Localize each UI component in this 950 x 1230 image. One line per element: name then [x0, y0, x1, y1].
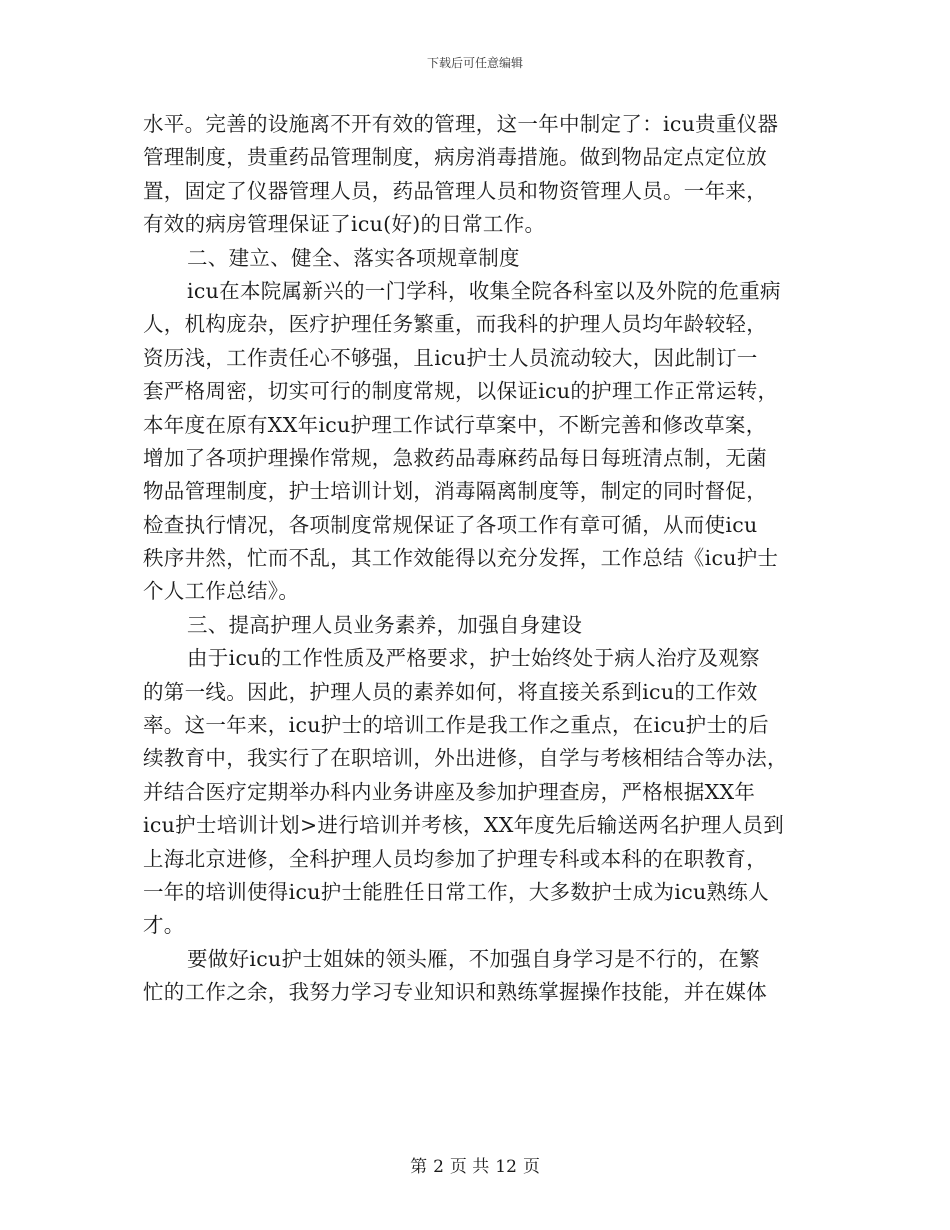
text-line: 水平。完善的设施离不开有效的管理，这一年中制定了：icu贵重仪器 — [143, 112, 779, 136]
text-line: 一年的培训使得icu护士能胜任日常工作，大多数护士成为icu熟练人 — [143, 879, 769, 904]
text-line: 秩序井然，忙而不乱，其工作效能得以充分发挥，工作总结《icu护士 — [143, 546, 779, 571]
page-total: 12 — [495, 1157, 517, 1177]
text-line: icu护士培训计划>进行培训并考核，XX年度先后输送两名护理人员到 — [143, 813, 785, 838]
text-line: 忙的工作之余，我努力学习专业知识和熟练掌握操作技能，并在媒体 — [143, 980, 767, 1005]
text-line: 的第一线。因此，护理人员的素养如何，将直接关系到icu的工作效 — [143, 679, 758, 704]
page-number-suffix: 页 — [522, 1157, 540, 1177]
document-body — [143, 108, 815, 1010]
text-line: 套严格周密，切实可行的制度常规，以保证icu的护理工作正常运转， — [143, 379, 779, 404]
download-edit-note: 下载后可任意编辑 — [426, 56, 523, 70]
text-line: 检查执行情况，各项制度常规保证了各项工作有章可循，从而使icu — [143, 512, 758, 537]
text-line: 资历浅，工作责任心不够强，且icu护士人员流动较大，因此制订一 — [143, 345, 758, 370]
page-header — [0, 54, 950, 71]
section-heading-2: 二、建立、健全、落实各项规章制度 — [187, 245, 520, 270]
text-line: 个人工作总结》。 — [143, 579, 300, 604]
text-line: 才。 — [143, 913, 185, 938]
page-number: 2 — [433, 1157, 444, 1177]
text-line: 置，固定了仪器管理人员，药品管理人员和物资管理人员。一年来， — [143, 178, 767, 203]
text-line: 人，机构庞杂，医疗护理任务繁重，而我科的护理人员均年龄较轻， — [143, 312, 767, 337]
page-footer — [0, 1152, 950, 1177]
text-line: 要做好icu护士姐妹的领头雁，不加强自身学习是不行的，在繁 — [187, 946, 760, 971]
text-line: 有效的病房管理保证了icu(好)的日常工作。 — [143, 212, 546, 237]
text-line: 并结合医疗定期举办科内业务讲座及参加护理查房，严格根据XX年 — [143, 779, 756, 804]
page-number-prefix: 第 — [410, 1157, 428, 1177]
text-line: icu在本院属新兴的一门学科，收集全院各科室以及外院的危重病 — [187, 278, 781, 303]
text-line: 由于icu的工作性质及严格要求，护士始终处于病人治疗及观察 — [187, 646, 760, 671]
text-line: 管理制度，贵重药品管理制度，病房消毒措施。做到物品定点定位放 — [143, 145, 767, 170]
page-number-middle: 页 共 — [449, 1157, 490, 1177]
section-heading-3: 三、提高护理人员业务素养，加强自身建设 — [187, 612, 583, 637]
text-line: 续教育中，我实行了在职培训，外出进修，自学与考核相结合等办法， — [143, 746, 788, 771]
text-line: 上海北京进修，全科护理人员均参加了护理专科或本科的在职教育， — [143, 846, 767, 871]
text-line: 本年度在原有XX年icu护理工作试行草案中，不断完善和修改草案， — [143, 412, 767, 437]
text-line: 率。这一年来，icu护士的培训工作是我工作之重点，在icu护士的后 — [143, 713, 769, 738]
text-line: 增加了各项护理操作常规，急救药品毒麻药品每日每班清点制，无菌 — [143, 445, 767, 470]
text-line: 物品管理制度，护士培训计划，消毒隔离制度等，制定的同时督促， — [143, 479, 767, 504]
